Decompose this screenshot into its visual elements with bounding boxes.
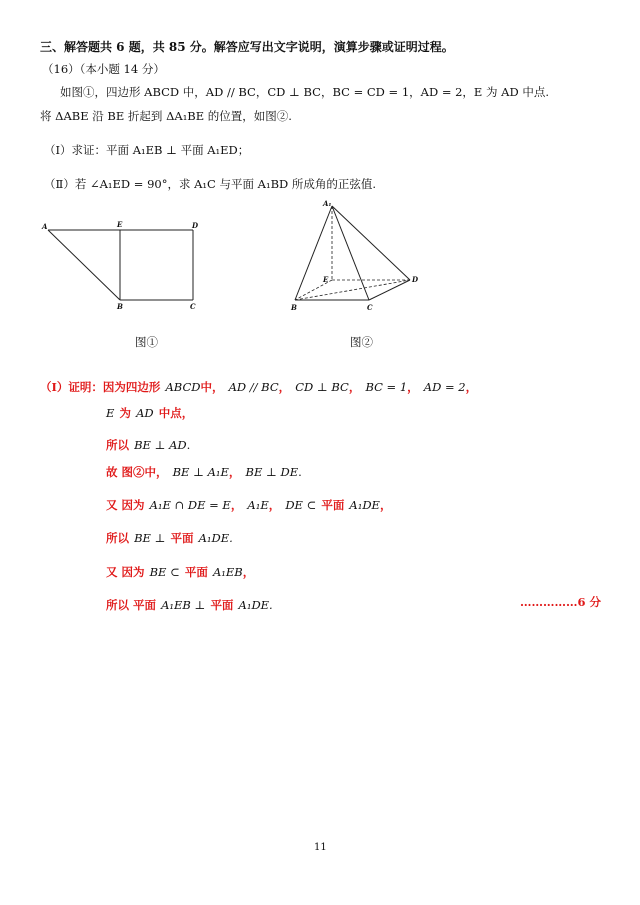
sol-comma-3: ，: [407, 380, 419, 394]
sol-hence-fig2: 故 图②中，: [106, 465, 168, 479]
sol-a1de-2: A₁DE.: [198, 531, 233, 545]
sol-be-perp-ad: BE ⊥ AD: [134, 438, 187, 452]
problem-line-1: 如图①，四边形 ABCD 中，AD // BC，CD ⊥ BC，BC = CD = 1，AD = 2，E 为 AD 中点.: [60, 85, 549, 99]
sol-also-because-2: 又 因为: [106, 565, 145, 579]
sol-plane-4: 平面: [210, 598, 234, 612]
fig2-label-e: E: [323, 275, 329, 284]
sol-comma-2: ，: [348, 380, 361, 394]
figure-1-caption: 图①: [135, 335, 158, 349]
fig2-label-a1: A₁: [323, 199, 332, 208]
sol-therefore-plane: 所以 平面: [106, 598, 157, 612]
sol-ad: AD: [136, 406, 154, 420]
sol-therefore-1: 所以: [106, 438, 129, 452]
fig2-edge-bd-dashed: [295, 280, 410, 300]
sol-a1de-3: A₁DE.: [238, 598, 273, 612]
figure-2-diagram: [285, 198, 425, 318]
sol-be-perp-de: BE ⊥ DE: [245, 465, 299, 479]
sol-therefore-2: 所以: [106, 531, 129, 545]
problem-part-2: （Ⅱ）若 ∠A₁ED = 90°，求 A₁C 与平面 A₁BD 所成角的正弦值.: [44, 177, 377, 191]
sol-comma-9: ，: [242, 565, 255, 579]
sol-a1e: A₁E: [247, 498, 269, 512]
sol-comma-5: ，: [228, 465, 241, 479]
solution-line-7: [106, 561, 254, 580]
problem-line-2: 将 ΔABE 沿 BE 折起到 ΔA₁BE 的位置，如图②.: [40, 109, 292, 123]
sol-plane-3: 平面: [184, 565, 208, 579]
fig2-edge-cd: [369, 280, 410, 300]
sol-plane-1: 平面: [321, 498, 345, 512]
sol-comma-6: ，: [230, 498, 243, 512]
sol-also-because-1: 又 因为: [106, 498, 145, 512]
sol-be-subset: BE ⊂: [149, 565, 180, 579]
section-heading: 三、解答题共 6 题，共 85 分。解答应写出文字说明，演算步骤或证明过程。: [40, 40, 454, 54]
sol-ad-parallel-bc: AD // BC: [228, 380, 279, 394]
fig1-label-b: B: [117, 302, 123, 311]
sol-comma-7: ，: [268, 498, 281, 512]
fig2-label-c: C: [367, 303, 373, 312]
sol-de-subset: DE ⊂: [285, 498, 317, 512]
fig2-label-b: B: [291, 303, 297, 312]
sol-a1eb-1: A₁EB: [212, 565, 243, 579]
sol-plane-2: 平面: [170, 531, 194, 545]
fig1-edge-ab: [48, 230, 120, 300]
sol-comma-1: ，: [278, 380, 291, 394]
sol-intersection: A₁E ∩ DE = E: [149, 498, 231, 512]
fig2-edge-a1c: [332, 206, 369, 300]
sol-zhong: 中，: [200, 380, 224, 394]
fig1-label-e: E: [117, 220, 123, 229]
solution-line-4: [106, 461, 302, 480]
page-number: 11: [314, 842, 327, 853]
fig1-label-d: D: [192, 221, 199, 230]
figure-2-caption: 图②: [350, 335, 373, 349]
sol-be-perp: BE ⊥: [134, 531, 166, 545]
sol-comma-8: ，: [379, 498, 392, 512]
fig2-edge-a1b: [295, 206, 332, 300]
sol-ad-eq-2: AD = 2: [423, 380, 466, 394]
solution-line-1: [40, 376, 477, 395]
solution-line-3: [106, 434, 190, 453]
figure-1-diagram: [38, 218, 208, 313]
sol-e: E: [106, 406, 115, 420]
solution-line-8: [106, 594, 273, 613]
score-marker: ……………6 分: [520, 595, 602, 609]
sol-midpoint: 中点，: [158, 406, 194, 420]
sol-period-2: .: [298, 465, 302, 479]
fig2-edge-a1d: [332, 206, 410, 280]
solution-line-2: [106, 402, 193, 421]
sol-bc-eq-1: BC = 1: [365, 380, 408, 394]
sol-period-1: .: [186, 438, 191, 452]
solution-line-6: [106, 527, 233, 546]
solution-line-5: [106, 494, 391, 513]
sol-wei: 为: [119, 406, 131, 420]
sol-comma-4: ，: [465, 380, 478, 394]
fig1-label-c: C: [190, 302, 196, 311]
sol-be-perp-a1e: BE ⊥ A₁E: [172, 465, 229, 479]
sol-a1de-1: A₁DE: [349, 498, 380, 512]
fig2-label-d: D: [412, 275, 419, 284]
problem-part-1: （Ⅰ）求证：平面 A₁EB ⊥ 平面 A₁ED；: [44, 143, 250, 157]
problem-number: （16）（本小题 14 分）: [42, 62, 165, 76]
sol-abcd: ABCD: [165, 380, 201, 394]
sol-cd-perp-bc: CD ⊥ BC: [295, 380, 349, 394]
sol-prefix: （Ⅰ）证明：因为四边形: [40, 380, 161, 394]
fig1-label-a: A: [42, 222, 48, 231]
sol-a1eb-perp: A₁EB ⊥: [161, 598, 206, 612]
